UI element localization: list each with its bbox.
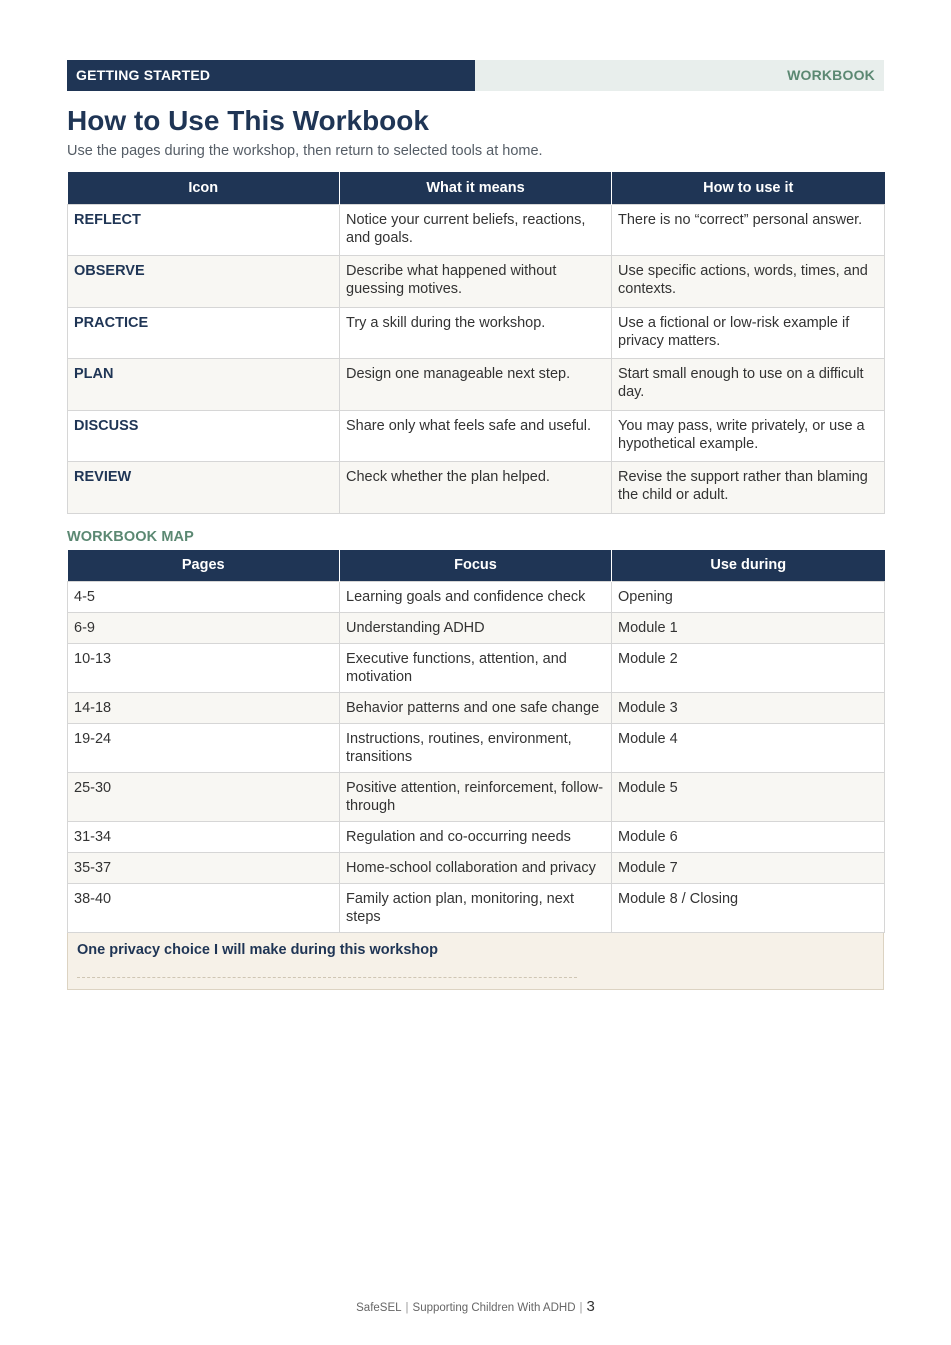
table-row (68, 613, 885, 644)
table-row (68, 462, 885, 514)
icon-guide-table (67, 172, 885, 514)
icon-usage: Start small enough to use on a difficult day. (612, 359, 885, 411)
icon-usage: There is no “correct” personal answer. (612, 204, 885, 256)
section-label: GETTING STARTED (67, 60, 475, 91)
workbook-map-heading: WORKBOOK MAP (67, 528, 194, 545)
use-during-cell: Module 8 / Closing (612, 884, 885, 933)
page-number: 3 (586, 1298, 595, 1315)
pages-cell: 25-30 (68, 773, 340, 822)
use-during-cell: Opening (612, 582, 885, 613)
column-header-focus: Focus (340, 550, 612, 582)
focus-cell: Learning goals and confidence check (340, 582, 612, 613)
icon-meaning: Design one manageable next step. (340, 359, 612, 411)
pages-cell: 31-34 (68, 822, 340, 853)
use-during-cell: Module 5 (612, 773, 885, 822)
table-row (68, 307, 885, 359)
workbook-label: WORKBOOK (475, 60, 884, 91)
icon-usage: Use a fictional or low-risk example if privacy matters. (612, 307, 885, 359)
pages-cell: 10-13 (68, 644, 340, 693)
icon-name: REFLECT (68, 204, 340, 256)
page-footer (0, 1297, 951, 1318)
table-header-row (68, 550, 885, 582)
use-during-cell: Module 3 (612, 693, 885, 724)
column-header-meaning: What it means (340, 172, 612, 204)
pages-cell: 19-24 (68, 724, 340, 773)
icon-meaning: Share only what feels safe and useful. (340, 410, 612, 462)
icon-usage: Use specific actions, words, times, and contexts. (612, 256, 885, 308)
use-during-cell: Module 4 (612, 724, 885, 773)
page-title: How to Use This Workbook (67, 105, 429, 136)
icon-meaning: Check whether the plan helped. (340, 462, 612, 514)
table-row (68, 724, 885, 773)
table-row (68, 822, 885, 853)
table-header-row (68, 172, 885, 204)
focus-cell: Home-school collaboration and privacy (340, 853, 612, 884)
use-during-cell: Module 2 (612, 644, 885, 693)
focus-cell: Behavior patterns and one safe change (340, 693, 612, 724)
table-row (68, 256, 885, 308)
pages-cell: 4-5 (68, 582, 340, 613)
icon-meaning: Describe what happened without guessing motives. (340, 256, 612, 308)
focus-cell: Positive attention, reinforcement, follow-through (340, 773, 612, 822)
icon-name: PLAN (68, 359, 340, 411)
privacy-choice-prompt: One privacy choice I will make during this workshop (77, 942, 438, 958)
icon-name: PRACTICE (68, 307, 340, 359)
pages-cell: 35-37 (68, 853, 340, 884)
privacy-choice-box (67, 933, 884, 990)
focus-cell: Understanding ADHD (340, 613, 612, 644)
use-during-cell: Module 1 (612, 613, 885, 644)
footer-separator: | (579, 1302, 583, 1314)
icon-meaning: Notice your current beliefs, reactions, and goals. (340, 204, 612, 256)
pages-cell: 38-40 (68, 884, 340, 933)
use-during-cell: Module 7 (612, 853, 885, 884)
table-row (68, 773, 885, 822)
column-header-pages: Pages (68, 550, 340, 582)
footer-brand: SafeSEL (356, 1302, 402, 1314)
icon-meaning: Try a skill during the workshop. (340, 307, 612, 359)
workbook-map-table (67, 550, 885, 934)
table-row (68, 204, 885, 256)
section-header-band (67, 60, 884, 91)
table-row (68, 582, 885, 613)
table-row (68, 359, 885, 411)
table-row (68, 853, 885, 884)
page (67, 60, 884, 990)
icon-usage: You may pass, write privately, or use a hypothetical example. (612, 410, 885, 462)
page-subtitle: Use the pages during the workshop, then return to selected tools at home. (67, 143, 543, 159)
pages-cell: 14-18 (68, 693, 340, 724)
footer-document-title: Supporting Children With ADHD (412, 1302, 576, 1314)
table-row (68, 884, 885, 933)
focus-cell: Regulation and co-occurring needs (340, 822, 612, 853)
table-row (68, 410, 885, 462)
table-row (68, 644, 885, 693)
privacy-answer-line[interactable] (77, 977, 577, 978)
focus-cell: Family action plan, monitoring, next steps (340, 884, 612, 933)
use-during-cell: Module 6 (612, 822, 885, 853)
footer-separator: | (405, 1302, 409, 1314)
column-header-icon: Icon (68, 172, 340, 204)
icon-name: DISCUSS (68, 410, 340, 462)
pages-cell: 6-9 (68, 613, 340, 644)
column-header-usage: How to use it (612, 172, 885, 204)
icon-name: REVIEW (68, 462, 340, 514)
focus-cell: Instructions, routines, environment, transitions (340, 724, 612, 773)
table-row (68, 693, 885, 724)
icon-name: OBSERVE (68, 256, 340, 308)
icon-usage: Revise the support rather than blaming the child or adult. (612, 462, 885, 514)
column-header-use-during: Use during (612, 550, 885, 582)
focus-cell: Executive functions, attention, and motivation (340, 644, 612, 693)
